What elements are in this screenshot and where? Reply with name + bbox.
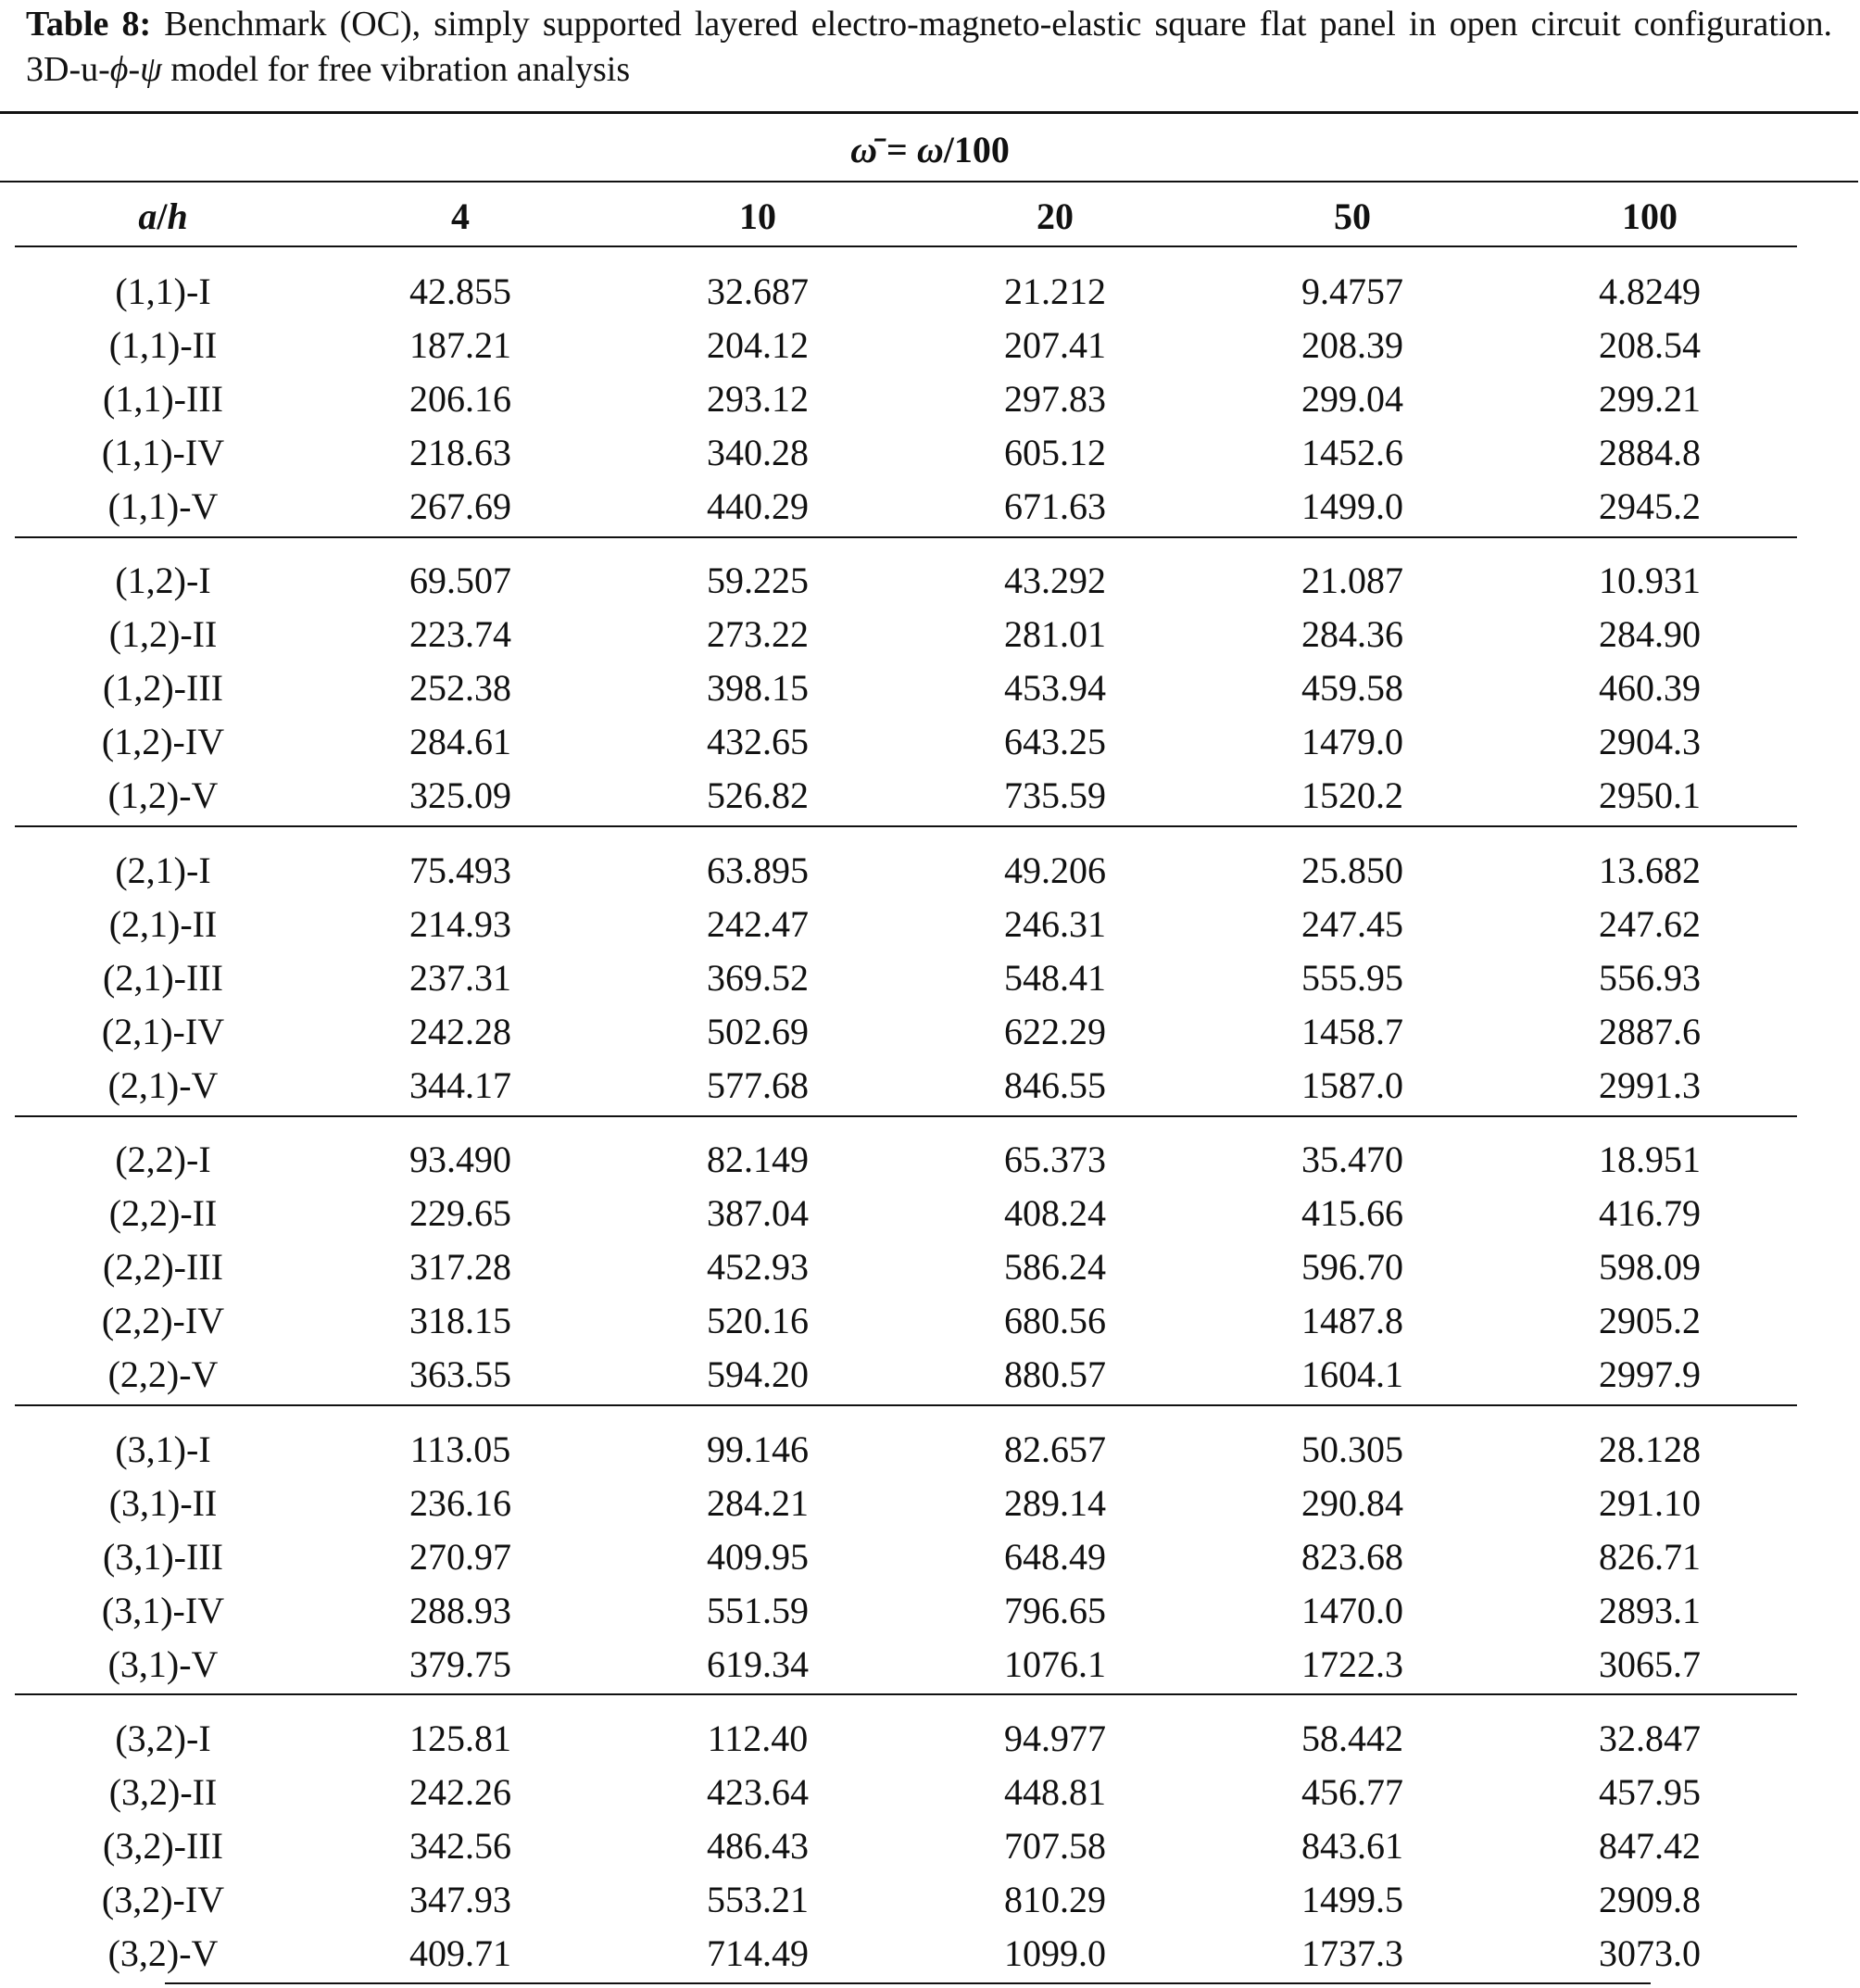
frequency-cell: 520.16 xyxy=(707,1300,809,1341)
mode-label-cell: (3,1)-III xyxy=(103,1536,223,1578)
frequency-cell: 237.31 xyxy=(409,957,511,999)
frequency-cell: 379.75 xyxy=(409,1643,511,1685)
frequency-cell: 2997.9 xyxy=(1599,1353,1701,1395)
mode-label-cell: (1,2)-V xyxy=(107,774,219,816)
frequency-cell: 65.373 xyxy=(1004,1139,1106,1180)
frequency-cell: 281.01 xyxy=(1004,613,1106,655)
frequency-cell: 409.95 xyxy=(707,1536,809,1578)
frequency-cell: 408.24 xyxy=(1004,1192,1106,1234)
omega-bar-symbol: ω̄ xyxy=(850,129,878,170)
frequency-cell: 236.16 xyxy=(409,1482,511,1524)
frequency-cell: 9.4757 xyxy=(1301,271,1403,312)
frequency-cell: 2904.3 xyxy=(1599,721,1701,762)
mode-label-cell: (1,1)-IV xyxy=(101,432,225,473)
frequency-cell: 1076.1 xyxy=(1004,1643,1106,1685)
mode-label-cell: (3,1)-IV xyxy=(101,1590,225,1631)
caption-text-part-1: Benchmark (OC), simply supported layered electro-magneto-elastic square flat panel in open circuit configuration. 3D-u- xyxy=(26,5,1832,89)
column-header-a-over-h: a/h xyxy=(138,195,188,237)
frequency-cell: 291.10 xyxy=(1599,1482,1701,1524)
frequency-cell: 1587.0 xyxy=(1301,1064,1403,1106)
frequency-cell: 270.97 xyxy=(409,1536,511,1578)
omega-equals: = xyxy=(877,129,917,170)
frequency-cell: 293.12 xyxy=(707,378,809,420)
frequency-cell: 2945.2 xyxy=(1599,485,1701,527)
frequency-cell: 398.15 xyxy=(707,667,809,709)
frequency-cell: 452.93 xyxy=(707,1246,809,1288)
frequency-cell: 21.087 xyxy=(1301,560,1403,601)
frequency-cell: 680.56 xyxy=(1004,1300,1106,1341)
frequency-cell: 1737.3 xyxy=(1301,1932,1403,1974)
frequency-cell: 242.26 xyxy=(409,1771,511,1813)
mode-label-cell: (2,2)-IV xyxy=(101,1300,225,1341)
frequency-cell: 1499.0 xyxy=(1301,485,1403,527)
frequency-cell: 208.39 xyxy=(1301,324,1403,366)
mode-label-cell: (3,2)-V xyxy=(107,1932,219,1974)
frequency-cell: 2950.1 xyxy=(1599,774,1701,816)
frequency-cell: 344.17 xyxy=(409,1064,511,1106)
frequency-cell: 843.61 xyxy=(1301,1825,1403,1867)
frequency-cell: 415.66 xyxy=(1301,1192,1403,1234)
frequency-cell: 1487.8 xyxy=(1301,1300,1403,1341)
frequency-cell: 2991.3 xyxy=(1599,1064,1701,1106)
frequency-cell: 299.04 xyxy=(1301,378,1403,420)
frequency-cell: 826.71 xyxy=(1599,1536,1701,1578)
frequency-cell: 342.56 xyxy=(409,1825,511,1867)
frequency-cell: 847.42 xyxy=(1599,1825,1701,1867)
frequency-cell: 247.62 xyxy=(1599,903,1701,945)
frequency-cell: 796.65 xyxy=(1004,1590,1106,1631)
mode-label-cell: (2,2)-I xyxy=(115,1139,211,1180)
frequency-cell: 810.29 xyxy=(1004,1879,1106,1920)
frequency-cell: 2905.2 xyxy=(1599,1300,1701,1341)
frequency-cell: 605.12 xyxy=(1004,432,1106,473)
frequency-cell: 880.57 xyxy=(1004,1353,1106,1395)
frequency-cell: 288.93 xyxy=(409,1590,511,1631)
frequency-cell: 21.212 xyxy=(1004,271,1106,312)
group-separator-rule xyxy=(15,825,1797,827)
frequency-cell: 218.63 xyxy=(409,432,511,473)
omega-divisor: /100 xyxy=(943,129,1010,170)
frequency-cell: 526.82 xyxy=(707,774,809,816)
group-separator-rule xyxy=(15,1693,1797,1695)
frequency-cell: 1458.7 xyxy=(1301,1011,1403,1052)
frequency-cell: 556.93 xyxy=(1599,957,1701,999)
frequency-cell: 714.49 xyxy=(707,1932,809,1974)
frequency-cell: 3065.7 xyxy=(1599,1643,1701,1685)
frequency-cell: 50.305 xyxy=(1301,1428,1403,1470)
frequency-cell: 63.895 xyxy=(707,849,809,891)
frequency-cell: 32.847 xyxy=(1599,1717,1701,1759)
frequency-cell: 459.58 xyxy=(1301,667,1403,709)
frequency-cell: 555.95 xyxy=(1301,957,1403,999)
caption-dash: - xyxy=(128,50,141,89)
frequency-cell: 204.12 xyxy=(707,324,809,366)
frequency-cell: 387.04 xyxy=(707,1192,809,1234)
frequency-cell: 252.38 xyxy=(409,667,511,709)
frequency-cell: 49.206 xyxy=(1004,849,1106,891)
frequency-cell: 1470.0 xyxy=(1301,1590,1403,1631)
mode-label-cell: (1,1)-II xyxy=(108,324,218,366)
column-header-20: 20 xyxy=(1037,195,1074,237)
mode-label-cell: (2,1)-IV xyxy=(101,1011,225,1052)
caption-psi-symbol: ψ xyxy=(140,50,162,89)
mode-label-cell: (2,1)-V xyxy=(107,1064,219,1106)
frequency-cell: 2884.8 xyxy=(1599,432,1701,473)
mode-label-cell: (1,2)-IV xyxy=(101,721,225,762)
frequency-cell: 1452.6 xyxy=(1301,432,1403,473)
frequency-cell: 82.657 xyxy=(1004,1428,1106,1470)
frequency-cell: 208.54 xyxy=(1599,324,1701,366)
frequency-cell: 1722.3 xyxy=(1301,1643,1403,1685)
frequency-cell: 735.59 xyxy=(1004,774,1106,816)
group-header-omega xyxy=(0,127,1860,173)
mode-label-cell: (1,2)-II xyxy=(108,613,218,655)
frequency-cell: 340.28 xyxy=(707,432,809,473)
mode-label-cell: (1,1)-I xyxy=(115,271,211,312)
frequency-cell: 1099.0 xyxy=(1004,1932,1106,1974)
frequency-cell: 1479.0 xyxy=(1301,721,1403,762)
mode-label-cell: (1,1)-III xyxy=(103,378,223,420)
caption-label: Table 8: xyxy=(26,5,152,44)
frequency-cell: 586.24 xyxy=(1004,1246,1106,1288)
frequency-cell: 486.43 xyxy=(707,1825,809,1867)
frequency-cell: 318.15 xyxy=(409,1300,511,1341)
frequency-cell: 3073.0 xyxy=(1599,1932,1701,1974)
frequency-cell: 671.63 xyxy=(1004,485,1106,527)
mode-label-cell: (1,2)-I xyxy=(115,560,211,601)
frequency-cell: 112.40 xyxy=(707,1717,809,1759)
frequency-cell: 267.69 xyxy=(409,485,511,527)
frequency-cell: 594.20 xyxy=(707,1353,809,1395)
frequency-cell: 457.95 xyxy=(1599,1771,1701,1813)
frequency-cell: 94.977 xyxy=(1004,1717,1106,1759)
frequency-cell: 58.442 xyxy=(1301,1717,1403,1759)
frequency-cell: 551.59 xyxy=(707,1590,809,1631)
frequency-cell: 622.29 xyxy=(1004,1011,1106,1052)
mode-label-cell: (2,2)-II xyxy=(108,1192,218,1234)
frequency-cell: 317.28 xyxy=(409,1246,511,1288)
mode-label-cell: (3,2)-IV xyxy=(101,1879,225,1920)
frequency-cell: 4.8249 xyxy=(1599,271,1701,312)
frequency-cell: 846.55 xyxy=(1004,1064,1106,1106)
frequency-cell: 363.55 xyxy=(409,1353,511,1395)
mode-label-cell: (2,1)-I xyxy=(115,849,211,891)
frequency-cell: 42.855 xyxy=(409,271,511,312)
table-bottom-rule xyxy=(165,1982,1651,1984)
frequency-cell: 207.41 xyxy=(1004,324,1106,366)
omega-symbol: ω xyxy=(916,129,944,170)
frequency-cell: 2893.1 xyxy=(1599,1590,1701,1631)
mode-label-cell: (1,2)-III xyxy=(103,667,223,709)
frequency-cell: 707.58 xyxy=(1004,1825,1106,1867)
frequency-cell: 93.490 xyxy=(409,1139,511,1180)
group-header-rule xyxy=(0,181,1858,182)
table-caption xyxy=(26,2,1832,93)
frequency-cell: 18.951 xyxy=(1599,1139,1701,1180)
mode-label-cell: (3,1)-V xyxy=(107,1643,219,1685)
group-separator-rule xyxy=(15,1115,1797,1117)
frequency-cell: 325.09 xyxy=(409,774,511,816)
frequency-cell: 553.21 xyxy=(707,1879,809,1920)
frequency-cell: 69.507 xyxy=(409,560,511,601)
frequency-cell: 289.14 xyxy=(1004,1482,1106,1524)
frequency-cell: 284.90 xyxy=(1599,613,1701,655)
frequency-cell: 2887.6 xyxy=(1599,1011,1701,1052)
frequency-cell: 284.21 xyxy=(707,1482,809,1524)
frequency-cell: 284.36 xyxy=(1301,613,1403,655)
frequency-cell: 299.21 xyxy=(1599,378,1701,420)
frequency-cell: 125.81 xyxy=(409,1717,511,1759)
frequency-cell: 369.52 xyxy=(707,957,809,999)
mode-label-cell: (3,1)-I xyxy=(115,1428,211,1470)
frequency-cell: 347.93 xyxy=(409,1879,511,1920)
frequency-cell: 242.47 xyxy=(707,903,809,945)
mode-label-cell: (3,1)-II xyxy=(108,1482,218,1524)
frequency-cell: 247.45 xyxy=(1301,903,1403,945)
frequency-cell: 113.05 xyxy=(409,1428,511,1470)
mode-label-cell: (2,1)-II xyxy=(108,903,218,945)
frequency-cell: 25.850 xyxy=(1301,849,1403,891)
mode-label-cell: (2,2)-V xyxy=(107,1353,219,1395)
frequency-cell: 284.61 xyxy=(409,721,511,762)
column-header-10: 10 xyxy=(739,195,776,237)
frequency-cell: 35.470 xyxy=(1301,1139,1403,1180)
frequency-cell: 423.64 xyxy=(707,1771,809,1813)
frequency-cell: 456.77 xyxy=(1301,1771,1403,1813)
frequency-cell: 502.69 xyxy=(707,1011,809,1052)
frequency-cell: 416.79 xyxy=(1599,1192,1701,1234)
mode-label-cell: (1,1)-V xyxy=(107,485,219,527)
frequency-cell: 648.49 xyxy=(1004,1536,1106,1578)
frequency-cell: 246.31 xyxy=(1004,903,1106,945)
frequency-cell: 1604.1 xyxy=(1301,1353,1403,1395)
frequency-cell: 440.29 xyxy=(707,485,809,527)
mode-label-cell: (2,1)-III xyxy=(103,957,223,999)
group-separator-rule xyxy=(15,536,1797,538)
frequency-cell: 273.22 xyxy=(707,613,809,655)
column-header-50: 50 xyxy=(1334,195,1371,237)
frequency-cell: 32.687 xyxy=(707,271,809,312)
frequency-cell: 548.41 xyxy=(1004,957,1106,999)
column-header-rule xyxy=(15,245,1797,247)
frequency-cell: 13.682 xyxy=(1599,849,1701,891)
column-header-4: 4 xyxy=(451,195,470,237)
frequency-cell: 577.68 xyxy=(707,1064,809,1106)
frequency-cell: 1499.5 xyxy=(1301,1879,1403,1920)
frequency-cell: 59.225 xyxy=(707,560,809,601)
mode-label-cell: (2,2)-III xyxy=(103,1246,223,1288)
frequency-cell: 432.65 xyxy=(707,721,809,762)
frequency-cell: 598.09 xyxy=(1599,1246,1701,1288)
frequency-cell: 823.68 xyxy=(1301,1536,1403,1578)
frequency-cell: 242.28 xyxy=(409,1011,511,1052)
frequency-cell: 214.93 xyxy=(409,903,511,945)
frequency-cell: 229.65 xyxy=(409,1192,511,1234)
frequency-cell: 1520.2 xyxy=(1301,774,1403,816)
frequency-cell: 82.149 xyxy=(707,1139,809,1180)
frequency-cell: 290.84 xyxy=(1301,1482,1403,1524)
frequency-cell: 2909.8 xyxy=(1599,1879,1701,1920)
frequency-cell: 75.493 xyxy=(409,849,511,891)
frequency-cell: 223.74 xyxy=(409,613,511,655)
frequency-cell: 206.16 xyxy=(409,378,511,420)
frequency-cell: 643.25 xyxy=(1004,721,1106,762)
frequency-cell: 28.128 xyxy=(1599,1428,1701,1470)
column-header-100: 100 xyxy=(1622,195,1678,237)
frequency-cell: 619.34 xyxy=(707,1643,809,1685)
frequency-cell: 297.83 xyxy=(1004,378,1106,420)
frequency-cell: 187.21 xyxy=(409,324,511,366)
frequency-cell: 448.81 xyxy=(1004,1771,1106,1813)
frequency-cell: 409.71 xyxy=(409,1932,511,1974)
group-separator-rule xyxy=(15,1404,1797,1406)
mode-label-cell: (3,2)-I xyxy=(115,1717,211,1759)
frequency-cell: 10.931 xyxy=(1599,560,1701,601)
frequency-cell: 596.70 xyxy=(1301,1246,1403,1288)
frequency-cell: 460.39 xyxy=(1599,667,1701,709)
frequency-cell: 43.292 xyxy=(1004,560,1106,601)
mode-label-cell: (3,2)-II xyxy=(108,1771,218,1813)
mode-label-cell: (3,2)-III xyxy=(103,1825,223,1867)
frequency-cell: 99.146 xyxy=(707,1428,809,1470)
caption-phi-symbol: ϕ xyxy=(109,50,129,89)
frequency-cell: 453.94 xyxy=(1004,667,1106,709)
caption-text-part-2: model for free vibration analysis xyxy=(161,50,631,89)
table-top-rule xyxy=(0,111,1858,114)
